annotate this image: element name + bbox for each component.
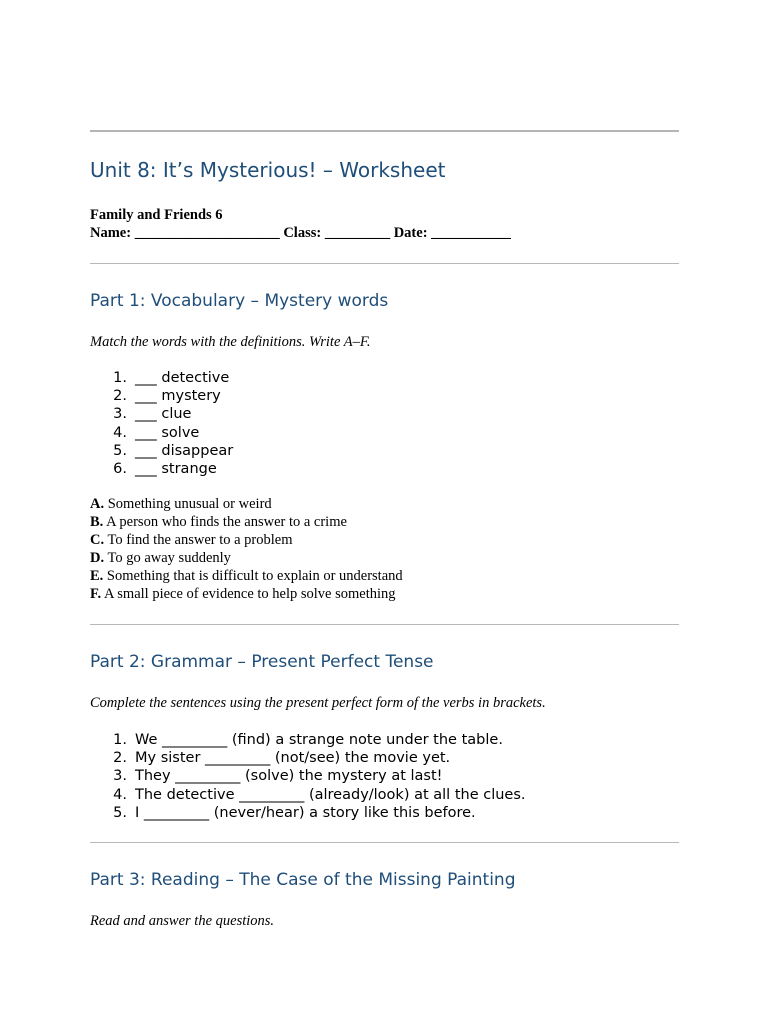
item-text: ___ clue [135, 406, 192, 423]
book-title: Family and Friends 6 [90, 207, 223, 223]
definition-letter: D. [90, 549, 105, 566]
item-text: They _________ (solve) the mystery at last! [135, 768, 443, 785]
item-text: ___ strange [135, 461, 217, 478]
definition-item [90, 568, 403, 586]
list-item [90, 749, 526, 767]
section-divider [90, 263, 679, 264]
item-number: 4. [113, 786, 127, 803]
list-item [90, 731, 526, 749]
item-text: ___ detective [135, 370, 230, 386]
definition-item [90, 550, 403, 568]
definition-letter: C. [90, 531, 105, 548]
definition-item [90, 586, 403, 604]
header-rule [90, 130, 679, 132]
part1-heading: Part 1: Vocabulary – Mystery words [90, 291, 389, 311]
definition-text: Something that is difficult to explain or understand [106, 567, 403, 584]
definition-item [90, 514, 403, 532]
date-blank: ___________ [431, 225, 511, 241]
vocabulary-list [90, 369, 233, 478]
name-blank: ____________________ [134, 225, 280, 241]
list-item [90, 460, 233, 478]
definitions-list [90, 496, 403, 603]
item-text: ___ disappear [135, 442, 234, 459]
class-blank: _________ [324, 225, 391, 241]
item-number: 3. [113, 406, 127, 423]
grammar-list [90, 731, 526, 822]
list-item [90, 424, 233, 442]
item-number: 1. [113, 732, 127, 748]
item-number: 4. [113, 424, 127, 441]
worksheet-title: Unit 8: It’s Mysterious! – Worksheet [90, 158, 446, 182]
definition-letter: F. [90, 585, 102, 602]
definition-text: Something unusual or weird [107, 496, 272, 512]
part2-heading: Part 2: Grammar – Present Perfect Tense [90, 652, 434, 672]
item-number: 6. [113, 461, 127, 478]
name-label: Name: [90, 225, 132, 241]
item-number: 2. [113, 388, 127, 405]
part3-instruction: Read and answer the questions. [90, 913, 275, 929]
item-number: 5. [113, 804, 127, 821]
item-text: ___ solve [135, 424, 200, 441]
definition-letter: A. [90, 496, 105, 512]
item-text: I _________ (never/hear) a story like this before. [135, 804, 476, 821]
list-item [90, 804, 526, 822]
list-item [90, 369, 233, 387]
item-number: 1. [113, 370, 127, 386]
item-text: We _________ (find) a strange note under the table. [135, 732, 503, 748]
item-text: ___ mystery [135, 388, 221, 405]
class-label: Class: [283, 225, 322, 241]
list-item [90, 786, 526, 804]
section-divider [90, 624, 679, 625]
definition-text: To go away suddenly [107, 549, 231, 566]
definition-letter: B. [90, 513, 104, 530]
section-divider [90, 842, 679, 843]
definition-text: A small piece of evidence to help solve something [103, 585, 396, 602]
item-number: 5. [113, 442, 127, 459]
list-item [90, 387, 233, 405]
list-item [90, 442, 233, 460]
item-number: 3. [113, 768, 127, 785]
part3-heading: Part 3: Reading – The Case of the Missing Painting [90, 870, 516, 890]
part2-instruction: Complete the sentences using the present perfect form of the verbs in brackets. [90, 695, 546, 711]
item-number: 2. [113, 750, 127, 767]
date-label: Date: [393, 225, 428, 241]
definition-item [90, 496, 403, 514]
definition-letter: E. [90, 567, 104, 584]
list-item [90, 767, 526, 785]
worksheet-meta [90, 206, 511, 242]
definition-text: To find the answer to a problem [107, 531, 293, 548]
student-info-line [90, 224, 511, 242]
part1-instruction: Match the words with the definitions. Write A–F. [90, 334, 371, 350]
definition-text: A person who finds the answer to a crime [106, 513, 347, 530]
item-text: The detective _________ (already/look) at all the clues. [135, 786, 526, 803]
list-item [90, 405, 233, 423]
item-text: My sister _________ (not/see) the movie yet. [135, 750, 451, 767]
definition-item [90, 532, 403, 550]
